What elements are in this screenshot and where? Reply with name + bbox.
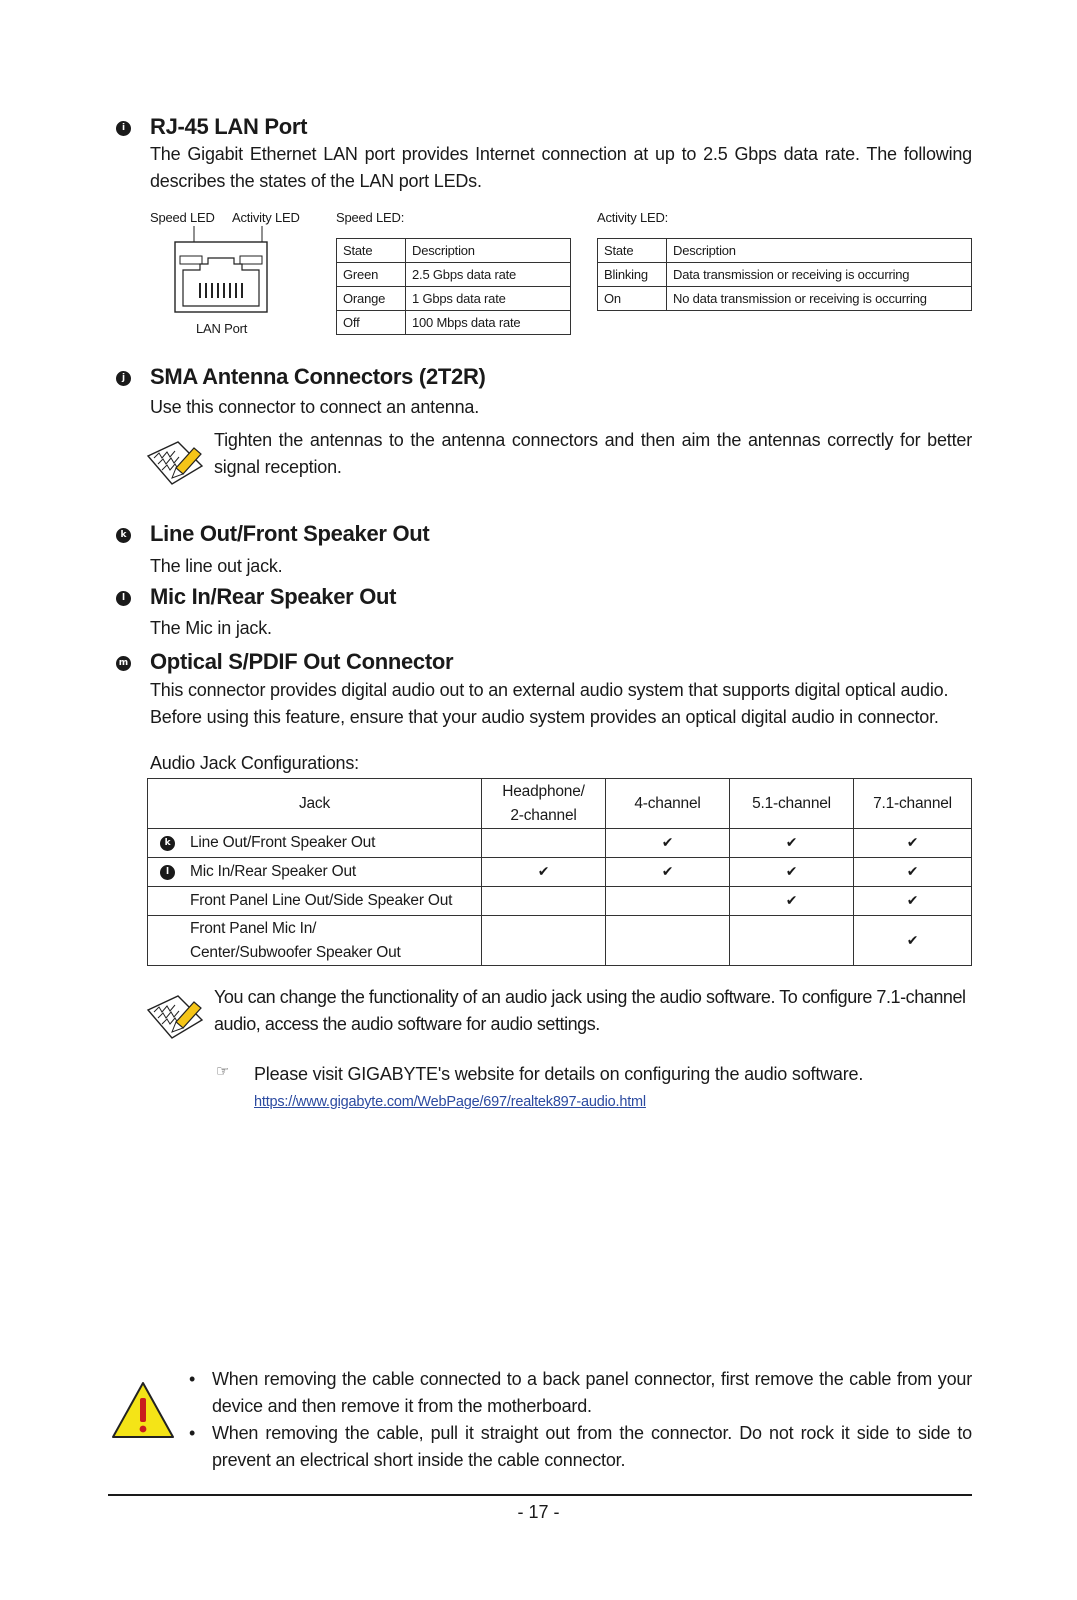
- jack-name-cell: [148, 829, 482, 858]
- check-cell: [606, 829, 730, 858]
- bullet-dot: •: [189, 1369, 196, 1389]
- visit-website-text: Please visit GIGABYTE's website for details on configuring the audio software.: [254, 1064, 864, 1084]
- line-out-heading: Line Out/Front Speaker Out: [150, 521, 430, 546]
- audio-jack-caption: Audio Jack Configurations:: [150, 753, 359, 773]
- table-row: [148, 916, 972, 966]
- header-headphone-line1: Headphone/: [502, 782, 585, 800]
- table-header-cell: 4-channel: [606, 779, 730, 829]
- table-row: [598, 263, 972, 287]
- table-header-cell: Description: [667, 239, 972, 263]
- table-cell: 2.5 Gbps data rate: [406, 263, 571, 287]
- jack-name-cell: [148, 858, 482, 887]
- table-cell: No data transmission or receiving is occurring: [667, 287, 972, 311]
- check-cell: [854, 916, 972, 966]
- table-row: [148, 829, 972, 858]
- check-cell: [730, 858, 854, 887]
- table-row: [598, 287, 972, 311]
- check-mark-icon: ✔: [537, 864, 550, 880]
- check-mark-icon: ✔: [785, 864, 798, 880]
- table-header-cell: Jack: [148, 779, 482, 829]
- table-cell: On: [598, 287, 667, 311]
- mic-in-description: The Mic in jack.: [150, 618, 272, 638]
- footer-rule: [108, 1494, 972, 1496]
- check-mark-icon: ✔: [906, 932, 919, 949]
- pointing-hand-icon: ☞: [216, 1062, 230, 1080]
- audio-jack-table: [147, 778, 972, 966]
- activity-led-label: Activity LED: [232, 210, 300, 225]
- check-cell: [482, 858, 606, 887]
- table-cell: 100 Mbps data rate: [406, 311, 571, 335]
- jack-name: Line Out/Front Speaker Out: [190, 834, 376, 851]
- table-header-cell: 5.1-channel: [730, 779, 854, 829]
- table-row: [337, 311, 571, 335]
- rj45-description: The Gigabit Ethernet LAN port provides Internet connection at up to 2.5 Gbps data rate. The following describes the states of the LAN port LEDs.: [150, 144, 972, 191]
- table-header-row: [148, 779, 972, 829]
- jack-name-line2: Center/Subwoofer Speaker Out: [190, 943, 401, 961]
- lan-port-diagram-icon: [150, 226, 300, 316]
- check-mark-icon: ✔: [906, 893, 919, 909]
- optical-heading: Optical S/PDIF Out Connector: [150, 649, 454, 674]
- jack-name: Front Panel Line Out/Side Speaker Out: [190, 892, 453, 909]
- table-header-cell: State: [337, 239, 406, 263]
- table-cell: Orange: [337, 287, 406, 311]
- section-marker-icon: m: [116, 656, 131, 671]
- jack-name-cell: [148, 887, 482, 916]
- check-cell: [606, 858, 730, 887]
- table-header-cell: 7.1-channel: [854, 779, 972, 829]
- sma-note-text: Tighten the antennas to the antenna connectors and then aim the antennas correctly for better signal reception.: [214, 430, 972, 477]
- section-marker-icon: j: [116, 371, 131, 386]
- check-cell: [854, 858, 972, 887]
- jack-name: Mic In/Rear Speaker Out: [190, 863, 356, 880]
- table-cell: 1 Gbps data rate: [406, 287, 571, 311]
- table-cell: Off: [337, 311, 406, 335]
- check-cell: [482, 829, 606, 858]
- section-marker-icon: k: [160, 836, 175, 851]
- optical-description: This connector provides digital audio out to an external audio system that supports digital optical audio. Before using this feature, ensure that your audio system provides an optical digital audio in connector.: [150, 680, 949, 727]
- line-out-description: The line out jack.: [150, 556, 283, 576]
- check-cell: [854, 887, 972, 916]
- page-number: - 17 -: [517, 1502, 560, 1522]
- section-marker-icon: k: [116, 528, 131, 543]
- check-cell: [730, 916, 854, 966]
- check-cell: [606, 916, 730, 966]
- check-cell: [606, 887, 730, 916]
- section-marker-icon: l: [116, 591, 131, 606]
- header-headphone-line2: 2-channel: [510, 806, 577, 824]
- check-cell: [730, 887, 854, 916]
- table-row: [148, 887, 972, 916]
- sma-description: Use this connector to connect an antenna.: [150, 397, 480, 417]
- sma-heading: SMA Antenna Connectors (2T2R): [150, 364, 486, 389]
- check-mark-icon: ✔: [906, 835, 919, 851]
- warning-item: When removing the cable connected to a back panel connector, first remove the cable from your device and then remove it from the motherboard.: [212, 1369, 972, 1416]
- table-header-cell: Description: [406, 239, 571, 263]
- note-pencil-icon: [146, 992, 206, 1044]
- audio-note-text: You can change the functionality of an audio jack using the audio software. To configure 7.1-channel audio, access the audio software for audio settings.: [214, 987, 966, 1034]
- section-marker-icon: i: [116, 121, 131, 136]
- note-pencil-icon: [146, 438, 206, 490]
- audio-software-link[interactable]: https://www.gigabyte.com/WebPage/697/realtek897-audio.html: [254, 1094, 646, 1110]
- check-cell: [854, 829, 972, 858]
- speed-led-label: Speed LED: [150, 210, 215, 225]
- check-mark-icon: ✔: [906, 864, 919, 880]
- check-mark-icon: ✔: [661, 835, 674, 851]
- mic-in-heading: Mic In/Rear Speaker Out: [150, 584, 397, 609]
- check-mark-icon: ✔: [661, 864, 674, 880]
- section-marker-icon: l: [160, 865, 175, 880]
- table-cell: Blinking: [598, 263, 667, 287]
- check-cell: [482, 916, 606, 966]
- rj45-heading: RJ-45 LAN Port: [150, 114, 308, 139]
- jack-name-cell: [148, 916, 482, 966]
- check-mark-icon: ✔: [785, 893, 798, 909]
- warning-icon: [110, 1380, 176, 1440]
- check-cell: [482, 887, 606, 916]
- check-cell: [730, 829, 854, 858]
- table-header-row: [598, 239, 972, 263]
- lan-port-label: LAN Port: [196, 321, 248, 336]
- table-cell: Data transmission or receiving is occurring: [667, 263, 972, 287]
- speed-led-caption: Speed LED:: [336, 210, 405, 225]
- activity-led-caption: Activity LED:: [597, 210, 669, 225]
- activity-led-table: [597, 238, 972, 311]
- speed-led-table: [336, 238, 571, 335]
- warning-item: When removing the cable, pull it straight out from the connector. Do not rock it side to side to prevent an electrical short inside the cable connector.: [212, 1423, 972, 1470]
- table-row: [337, 287, 571, 311]
- bullet-dot: •: [189, 1423, 196, 1443]
- table-header-row: [337, 239, 571, 263]
- table-row: [148, 858, 972, 887]
- table-header-cell: [482, 779, 606, 829]
- table-header-cell: State: [598, 239, 667, 263]
- check-mark-icon: ✔: [785, 835, 798, 851]
- table-row: [337, 263, 571, 287]
- table-cell: Green: [337, 263, 406, 287]
- jack-name: Front Panel Mic In/: [190, 919, 317, 937]
